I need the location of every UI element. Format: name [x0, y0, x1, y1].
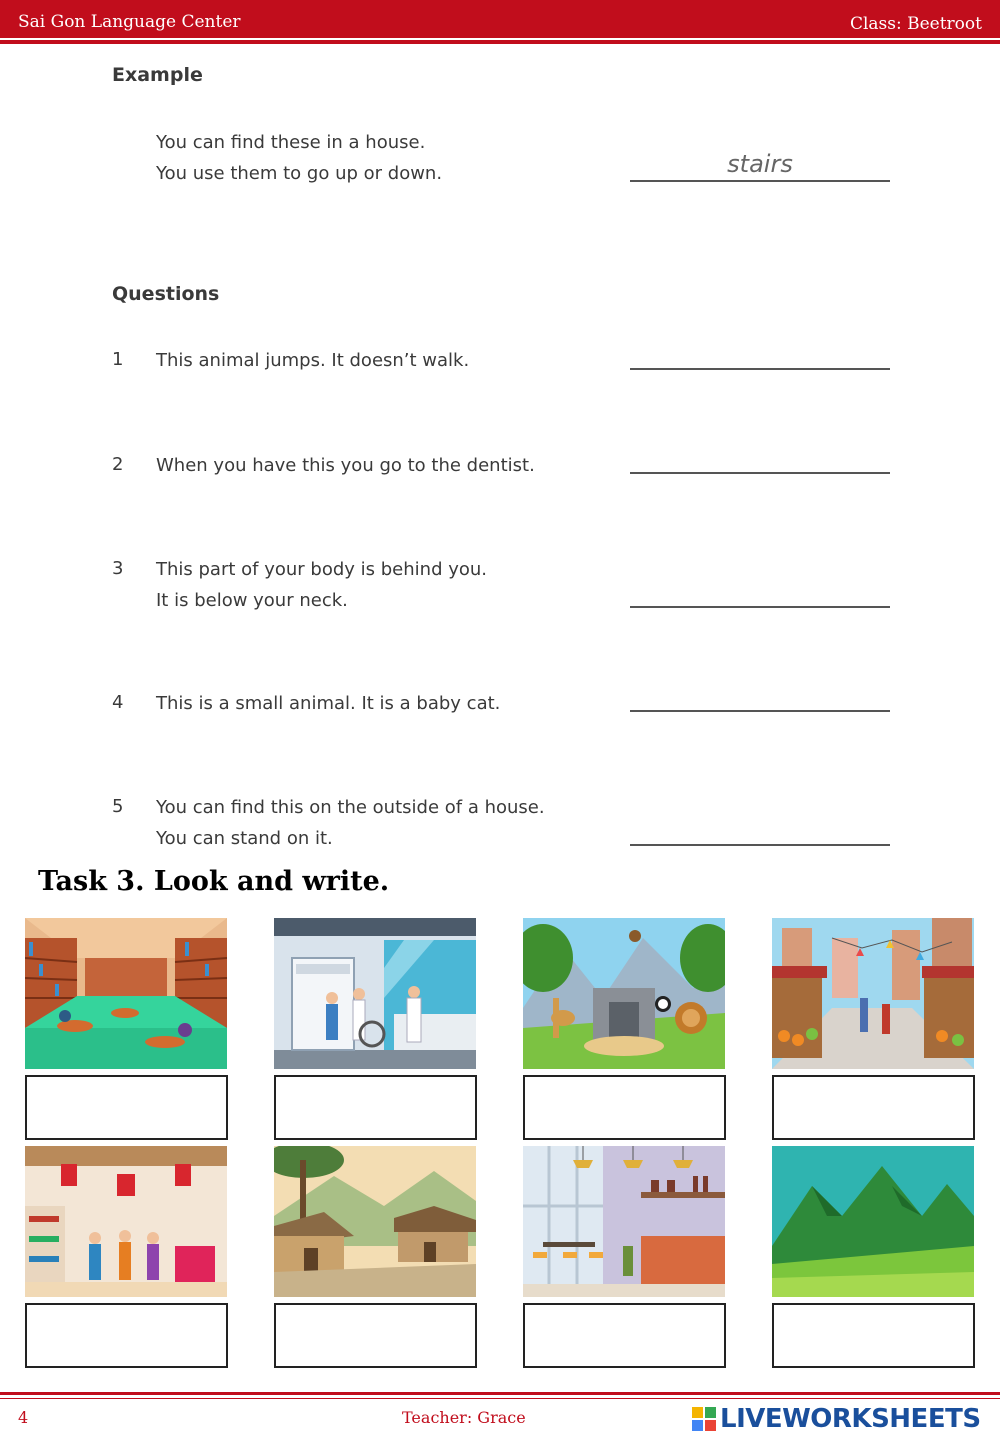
- footer-rule: [0, 1392, 1000, 1395]
- answer-box-zoo[interactable]: [523, 1075, 726, 1140]
- question-line: This is a small animal. It is a baby cat.: [156, 693, 501, 714]
- question-text: [156, 688, 500, 719]
- answer-line-2: [630, 472, 890, 474]
- task3-title: Task 3. Look and write.: [38, 866, 390, 897]
- answer-box-village[interactable]: [274, 1303, 477, 1368]
- answer-input-hospital[interactable]: [276, 1077, 475, 1138]
- question-number: 3: [112, 558, 124, 579]
- liveworksheets-brand: LIVEWORKSHEETS: [720, 1404, 981, 1434]
- answer-line-4: [630, 710, 890, 712]
- question-line: It is below your neck.: [156, 590, 348, 611]
- answer-input-cafe[interactable]: [525, 1305, 724, 1366]
- supermarket-picture: [25, 1146, 227, 1297]
- answer-input-2[interactable]: [630, 440, 890, 472]
- zoo-picture: [523, 918, 725, 1069]
- answer-input-4[interactable]: [630, 678, 890, 710]
- answer-input-market[interactable]: [774, 1077, 973, 1138]
- example-title: Example: [112, 64, 203, 86]
- question-text: [156, 554, 487, 616]
- page-number: 4: [18, 1408, 29, 1427]
- question-line: You can find this on the outside of a house.: [156, 797, 545, 818]
- question-line: You can stand on it.: [156, 828, 333, 849]
- example-answer-line: [630, 180, 890, 182]
- question-text: [156, 345, 469, 376]
- cafe-picture: [523, 1146, 725, 1297]
- liveworksheets-logo[interactable]: [692, 1404, 981, 1434]
- answer-input-3[interactable]: [630, 574, 890, 606]
- example-line: You can find these in a house.: [156, 132, 426, 153]
- answer-box-cafe[interactable]: [523, 1303, 726, 1368]
- teacher-name: Teacher: Grace: [402, 1408, 526, 1427]
- answer-input-mountains[interactable]: [774, 1305, 973, 1366]
- answer-line-1: [630, 368, 890, 370]
- answer-box-library[interactable]: [25, 1075, 228, 1140]
- question-line: This part of your body is behind you.: [156, 559, 488, 580]
- answer-input-5[interactable]: [630, 812, 890, 844]
- example-answer: stairs: [727, 150, 793, 178]
- class-label: Class: Beetroot: [849, 14, 982, 34]
- answer-box-supermarket[interactable]: [25, 1303, 228, 1368]
- question-number: 4: [112, 692, 124, 713]
- question-text: [156, 792, 545, 854]
- hospital-picture: [274, 918, 476, 1069]
- village-picture: [274, 1146, 476, 1297]
- answer-input-supermarket[interactable]: [27, 1305, 226, 1366]
- answer-input-1[interactable]: [630, 336, 890, 368]
- question-number: 5: [112, 796, 124, 817]
- page-header: [0, 0, 1000, 38]
- question-line: This animal jumps. It doesn’t walk.: [156, 350, 470, 371]
- liveworksheets-icon: [692, 1407, 716, 1431]
- answer-box-market[interactable]: [772, 1075, 975, 1140]
- header-rule: [0, 40, 1000, 44]
- answer-input-library[interactable]: [27, 1077, 226, 1138]
- mountains-picture: [772, 1146, 974, 1297]
- library-picture: [25, 918, 227, 1069]
- answer-line-3: [630, 606, 890, 608]
- school-name: Sai Gon Language Center: [18, 12, 241, 32]
- question-number: 1: [112, 349, 124, 370]
- example-line: You use them to go up or down.: [156, 163, 443, 184]
- question-number: 2: [112, 454, 124, 475]
- answer-box-mountains[interactable]: [772, 1303, 975, 1368]
- questions-title: Questions: [112, 283, 220, 305]
- answer-line-5: [630, 844, 890, 846]
- example-text: [156, 127, 442, 189]
- answer-input-village[interactable]: [276, 1305, 475, 1366]
- answer-box-hospital[interactable]: [274, 1075, 477, 1140]
- footer-rule-thin: [0, 1398, 1000, 1399]
- question-line: When you have this you go to the dentist.: [156, 455, 535, 476]
- market-picture: [772, 918, 974, 1069]
- question-text: [156, 450, 535, 481]
- answer-input-zoo[interactable]: [525, 1077, 724, 1138]
